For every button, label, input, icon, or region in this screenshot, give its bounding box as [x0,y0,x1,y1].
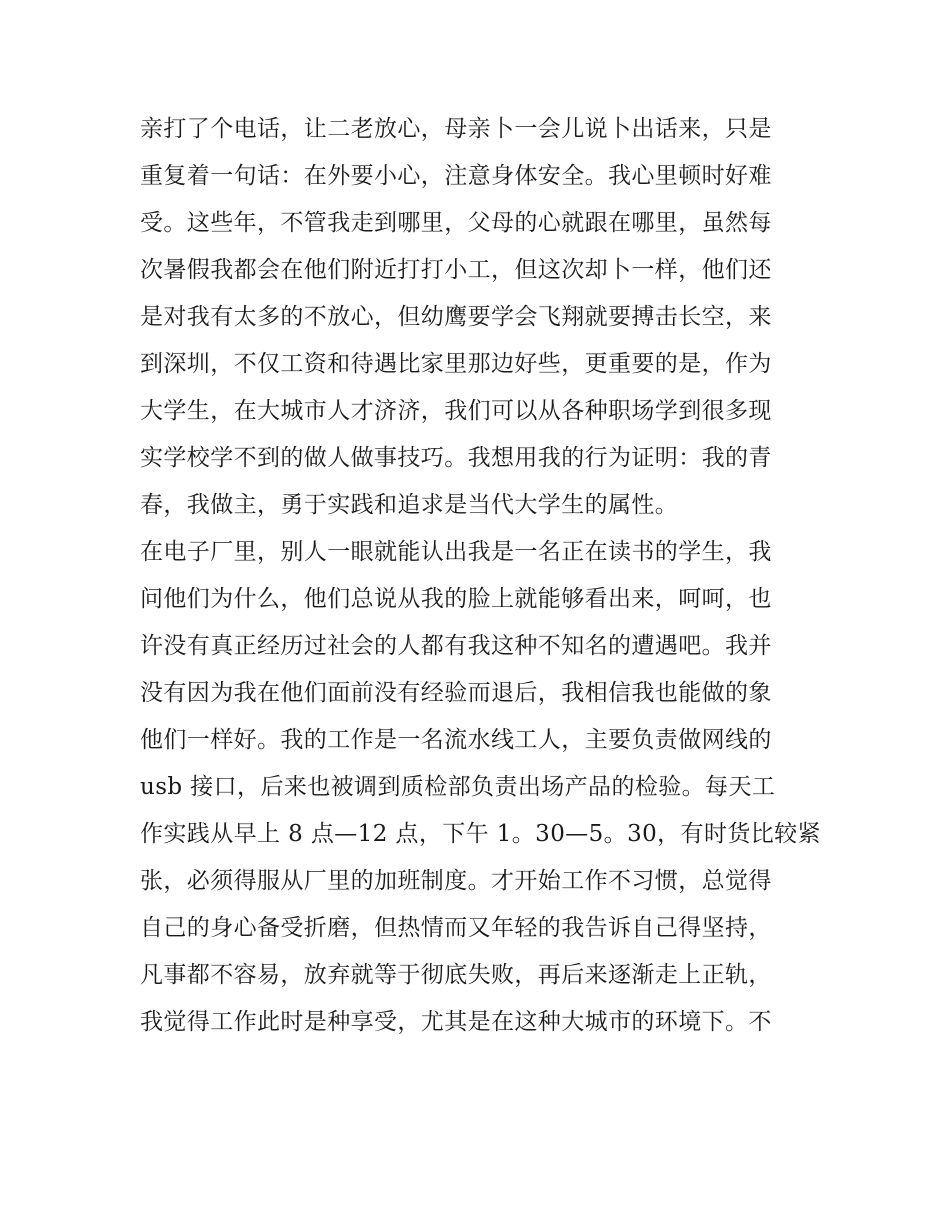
text-line: 次暑假我都会在他们附近打打小工，但这次却卜一样，他们还 [140,257,772,283]
text-line: 我觉得工作此时是种享受，尤其是在这种大城市的环境下。不 [140,1009,772,1035]
text-line: usb 接口，后来也被调到质检部负责出场产品的检验。每天工 [140,774,776,800]
body-text [140,106,820,1046]
text-line: 许没有真正经历过社会的人都有我这种不知名的遭遇吧。我并 [140,633,772,659]
text-line: 是对我有太多的不放心，但幼鹰要学会飞翔就要搏击长空，来 [140,304,772,330]
text-line: 在电子厂里，别人一眼就能认出我是一名正在读书的学生，我 [140,539,772,565]
text-line: 实学校学不到的做人做事技巧。我想用我的行为证明：我的青 [140,445,772,471]
text-line: 作实践从早上 8 点—12 点，下午 1。30—5。30，有时货比较紧 [140,821,821,847]
text-line: 大学生，在大城市人才济济，我们可以从各种职场学到很多现 [140,398,772,424]
text-line: 他们一样好。我的工作是一名流水线工人，主要负责做网线的 [140,727,772,753]
text-line: 亲打了个电话，让二老放心，母亲卜一会儿说卜出话来，只是 [140,116,772,142]
text-line: 凡事都不容易，放弃就等于彻底失败，再后来逐渐走上正轨， [140,962,772,988]
text-line: 受。这些年，不管我走到哪里，父母的心就跟在哪里，虽然每 [140,210,772,236]
text-line: 没有因为我在他们面前没有经验而退后，我相信我也能做的象 [140,680,772,706]
text-line: 自己的身心备受折磨，但热情而又年轻的我告诉自己得坚持， [140,915,772,941]
text-line: 春，我做主，勇于实践和追求是当代大学生的属性。 [140,492,679,518]
text-line: 问他们为什么，他们总说从我的脸上就能够看出来，呵呵，也 [140,586,772,612]
text-line: 重复着一句话：在外要小心，注意身体安全。我心里顿时好难 [140,163,772,189]
text-line: 张，必须得服从厂里的加班制度。才开始工作不习惯，总觉得 [140,868,772,894]
text-line: 到深圳，不仅工资和待遇比家里那边好些，更重要的是，作为 [140,351,772,377]
